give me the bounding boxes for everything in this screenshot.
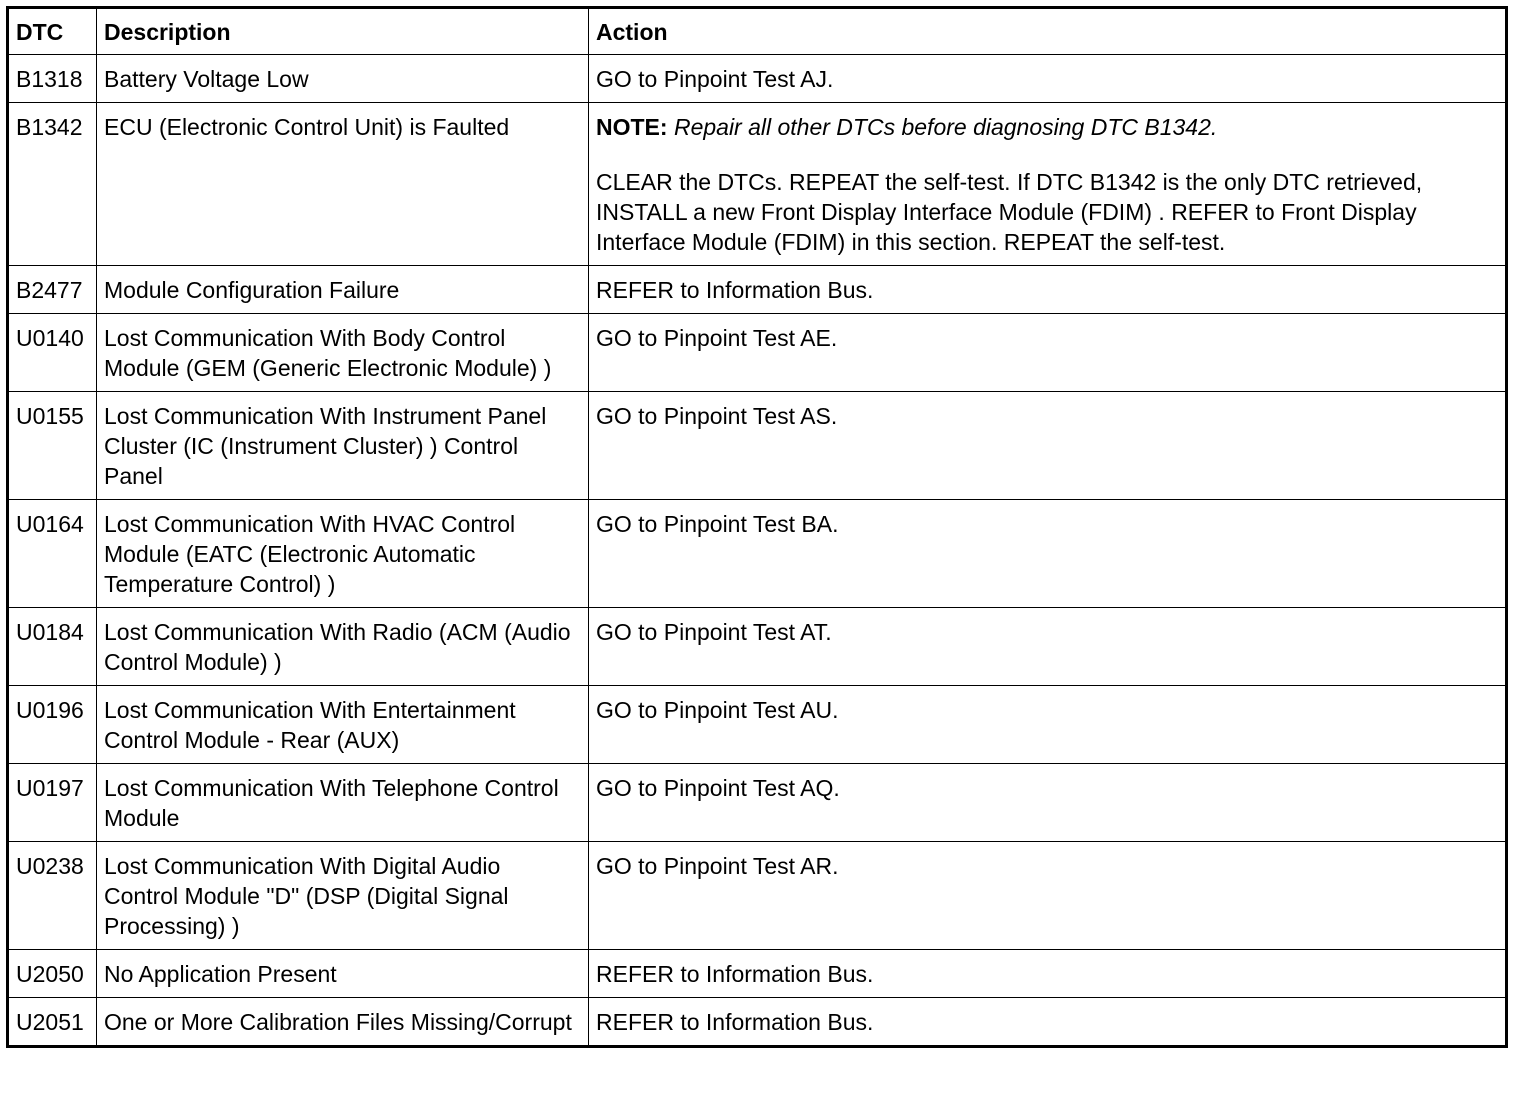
note-label: NOTE: bbox=[596, 114, 668, 140]
table-row bbox=[8, 842, 1507, 950]
dtc-description: Lost Communication With Instrument Panel Cluster (IC (Instrument Cluster) ) Control Panel bbox=[97, 392, 589, 500]
header-dtc: DTC bbox=[8, 8, 97, 55]
dtc-description: Lost Communication With HVAC Control Module (EATC (Electronic Automatic Temperature Control) ) bbox=[97, 500, 589, 608]
dtc-action: GO to Pinpoint Test AR. bbox=[589, 842, 1507, 950]
dtc-description: Lost Communication With Digital Audio Control Module "D" (DSP (Digital Signal Processing) ) bbox=[97, 842, 589, 950]
dtc-code: B2477 bbox=[8, 266, 97, 314]
dtc-action: REFER to Information Bus. bbox=[589, 950, 1507, 998]
dtc-action: GO to Pinpoint Test AS. bbox=[589, 392, 1507, 500]
dtc-code: U0164 bbox=[8, 500, 97, 608]
dtc-description: ECU (Electronic Control Unit) is Faulted bbox=[97, 103, 589, 266]
note-paragraph bbox=[596, 112, 1497, 142]
table-row bbox=[8, 998, 1507, 1047]
dtc-code: U0196 bbox=[8, 686, 97, 764]
dtc-description: Battery Voltage Low bbox=[97, 55, 589, 103]
table-row bbox=[8, 392, 1507, 500]
dtc-description: Lost Communication With Body Control Module (GEM (Generic Electronic Module) ) bbox=[97, 314, 589, 392]
header-description: Description bbox=[97, 8, 589, 55]
table-row bbox=[8, 608, 1507, 686]
dtc-code: U2050 bbox=[8, 950, 97, 998]
table-row bbox=[8, 686, 1507, 764]
dtc-code: U0238 bbox=[8, 842, 97, 950]
dtc-description: Module Configuration Failure bbox=[97, 266, 589, 314]
dtc-action: GO to Pinpoint Test AU. bbox=[589, 686, 1507, 764]
dtc-action bbox=[589, 103, 1507, 266]
table-row bbox=[8, 500, 1507, 608]
table-row bbox=[8, 103, 1507, 266]
note-text: Repair all other DTCs before diagnosing DTC B1342. bbox=[673, 114, 1218, 140]
dtc-action: GO to Pinpoint Test AJ. bbox=[589, 55, 1507, 103]
dtc-action: REFER to Information Bus. bbox=[589, 998, 1507, 1047]
dtc-description: Lost Communication With Entertainment Control Module - Rear (AUX) bbox=[97, 686, 589, 764]
dtc-description: No Application Present bbox=[97, 950, 589, 998]
table-row bbox=[8, 764, 1507, 842]
dtc-action: GO to Pinpoint Test AQ. bbox=[589, 764, 1507, 842]
dtc-action: GO to Pinpoint Test AT. bbox=[589, 608, 1507, 686]
dtc-code: U0155 bbox=[8, 392, 97, 500]
table-row bbox=[8, 950, 1507, 998]
dtc-description: Lost Communication With Telephone Control Module bbox=[97, 764, 589, 842]
table-row bbox=[8, 55, 1507, 103]
dtc-description: Lost Communication With Radio (ACM (Audio Control Module) ) bbox=[97, 608, 589, 686]
dtc-code: U2051 bbox=[8, 998, 97, 1047]
action-text: CLEAR the DTCs. REPEAT the self-test. If DTC B1342 is the only DTC retrieved, INSTALL a new Front Display Interface Module (FDIM) . REFER to Front Display Interface Module (FDIM) in this section. REPEAT the self-test. bbox=[596, 169, 1423, 255]
dtc-table bbox=[6, 6, 1508, 1048]
dtc-code: U0184 bbox=[8, 608, 97, 686]
table-row bbox=[8, 314, 1507, 392]
dtc-code: U0140 bbox=[8, 314, 97, 392]
table-header-row bbox=[8, 8, 1507, 55]
dtc-action: GO to Pinpoint Test BA. bbox=[589, 500, 1507, 608]
dtc-description: One or More Calibration Files Missing/Corrupt bbox=[97, 998, 589, 1047]
dtc-action: GO to Pinpoint Test AE. bbox=[589, 314, 1507, 392]
dtc-code: B1318 bbox=[8, 55, 97, 103]
table-row bbox=[8, 266, 1507, 314]
dtc-code: U0197 bbox=[8, 764, 97, 842]
dtc-action: REFER to Information Bus. bbox=[589, 266, 1507, 314]
dtc-code: B1342 bbox=[8, 103, 97, 266]
header-action: Action bbox=[589, 8, 1507, 55]
